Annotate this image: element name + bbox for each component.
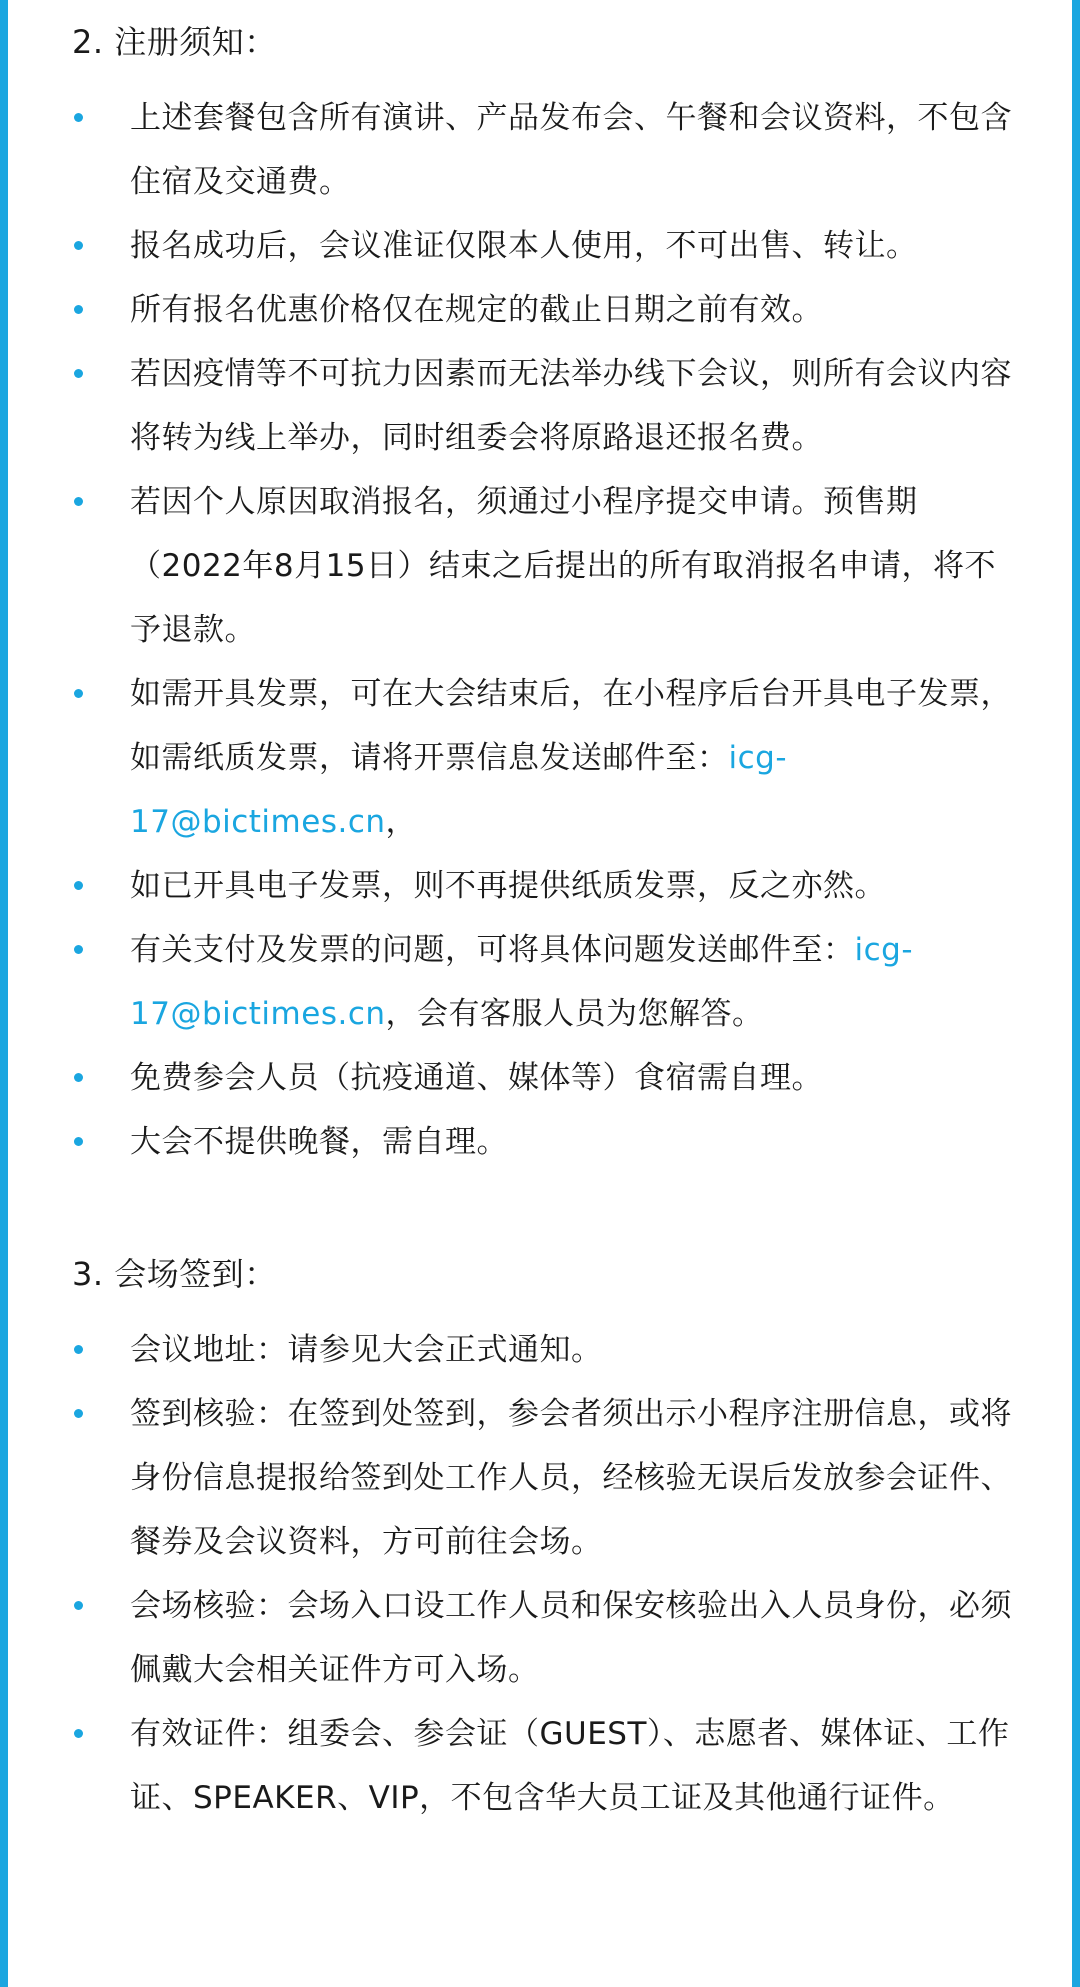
bullet-dot	[74, 1409, 83, 1418]
support-email-link[interactable]: icg-17@bictimes.cn	[130, 932, 914, 1032]
bullet-dot	[74, 1729, 83, 1738]
list-item	[72, 1110, 1012, 1174]
list-item-text: 有关支付及发票的问题，可将具体问题发送邮件至：	[130, 932, 855, 968]
list-item	[72, 470, 1012, 662]
bullet-dot	[74, 1137, 83, 1146]
list-item	[72, 214, 1012, 278]
list-item	[72, 342, 1012, 470]
list-item-text: 所有报名优惠价格仅在规定的截止日期之前有效。	[130, 292, 823, 328]
bullet-dot	[74, 305, 83, 314]
list-item	[72, 86, 1012, 214]
bullet-dot	[74, 113, 83, 122]
list-item-text: 如已开具电子发票，则不再提供纸质发票，反之亦然。	[130, 868, 886, 904]
bullet-dot	[74, 881, 83, 890]
list-item	[72, 1046, 1012, 1110]
bullet-dot	[74, 1345, 83, 1354]
list-item	[72, 1574, 1012, 1702]
list-item	[72, 918, 1012, 1046]
registration-notes-list	[72, 86, 1012, 1174]
list-item	[72, 1382, 1012, 1574]
invoice-email-link[interactable]: icg-17@bictimes.cn	[130, 740, 788, 840]
list-item	[72, 1702, 1012, 1830]
bullet-dot	[74, 1601, 83, 1610]
list-item	[72, 662, 1012, 854]
list-item-text: 大会不提供晚餐，需自理。	[130, 1124, 508, 1160]
list-item	[72, 278, 1012, 342]
notice-content	[72, 10, 1012, 1830]
section-title-registration: 2. 注册须知：	[72, 23, 277, 61]
list-item-text: 会议地址：请参见大会正式通知。	[130, 1332, 603, 1368]
section-title-checkin: 3. 会场签到：	[72, 1255, 277, 1293]
bullet-dot	[74, 945, 83, 954]
list-item-text-suffix: ，	[385, 804, 418, 840]
list-item-text: 会场核验：会场入口设工作人员和保安核验出入人员身份，必须佩戴大会相关证件方可入场。	[130, 1588, 1012, 1688]
list-item-text-suffix: ，会有客服人员为您解答。	[385, 996, 764, 1032]
list-item-text: 有效证件：组委会、参会证（GUEST）、志愿者、媒体证、工作证、SPEAKER、VIP，不包含华大员工证及其他通行证件。	[130, 1716, 1010, 1816]
right-border	[1072, 0, 1080, 1987]
bullet-dot	[74, 369, 83, 378]
list-item-text: 若因疫情等不可抗力因素而无法举办线下会议，则所有会议内容将转为线上举办，同时组委会将原路退还报名费。	[130, 356, 1012, 456]
bullet-dot	[74, 1073, 83, 1082]
list-item	[72, 854, 1012, 918]
list-item	[72, 1318, 1012, 1382]
list-item-text: 报名成功后，会议准证仅限本人使用，不可出售、转让。	[130, 228, 918, 264]
list-item-text: 免费参会人员（抗疫通道、媒体等）食宿需自理。	[130, 1060, 823, 1096]
list-item-text: 如需开具发票，可在大会结束后，在小程序后台开具电子发票，如需纸质发票，请将开票信息发送邮件至：	[130, 676, 1012, 776]
list-item-text: 若因个人原因取消报名，须通过小程序提交申请。预售期（2022年8月15日）结束之后提出的所有取消报名申请，将不予退款。	[130, 484, 997, 648]
list-item-text: 签到核验：在签到处签到，参会者须出示小程序注册信息，或将身份信息提报给签到处工作人员，经核验无误后发放参会证件、餐券及会议资料，方可前往会场。	[130, 1396, 1012, 1560]
left-border	[0, 0, 8, 1987]
list-item-text: 上述套餐包含所有演讲、产品发布会、午餐和会议资料，不包含住宿及交通费。	[130, 100, 1012, 200]
bullet-dot	[74, 241, 83, 250]
bullet-dot	[74, 689, 83, 698]
checkin-notes-list	[72, 1318, 1012, 1830]
bullet-dot	[74, 497, 83, 506]
